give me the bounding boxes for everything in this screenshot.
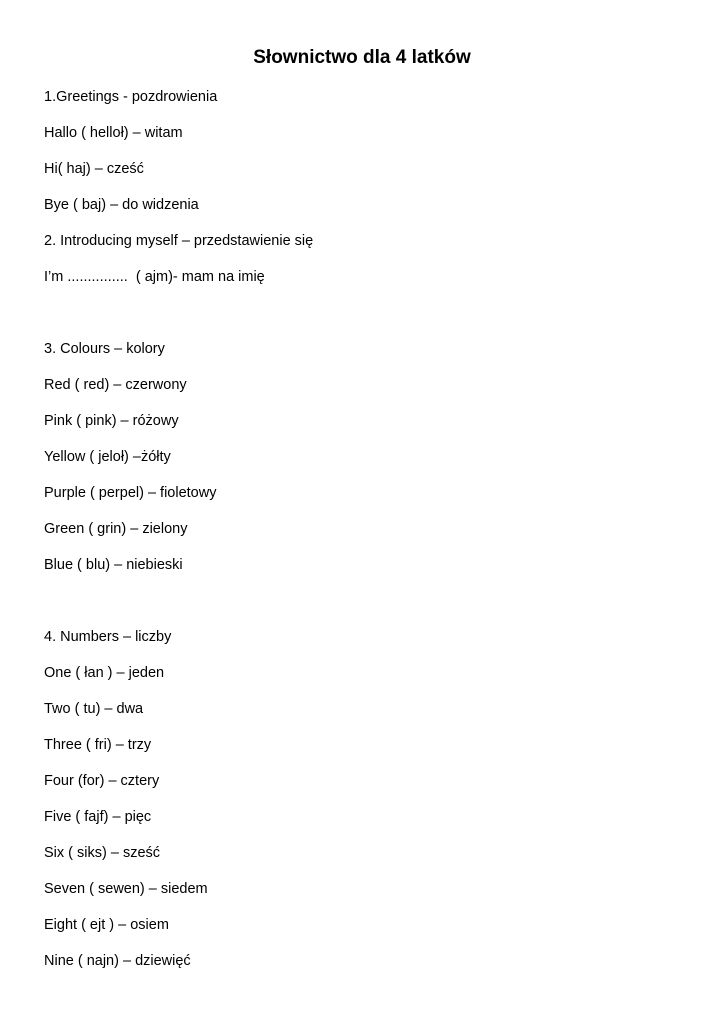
vocab-line: One ( łan ) – jeden <box>44 665 165 681</box>
vocab-line: Bye ( baj) – do widzenia <box>44 197 199 213</box>
vocab-line: Pink ( pink) – różowy <box>44 413 179 429</box>
vocab-line: Nine ( najn) – dziewięć <box>44 953 191 969</box>
section-heading-numbers: 4. Numbers – liczby <box>44 629 172 645</box>
section-heading-greetings: 1.Greetings - pozdrowienia <box>44 89 218 105</box>
vocab-line: Seven ( sewen) – siedem <box>44 881 208 897</box>
section-heading-introducing: 2. Introducing myself – przedstawienie się <box>44 233 314 249</box>
vocab-line: Red ( red) – czerwony <box>44 377 187 393</box>
vocab-line: Blue ( blu) – niebieski <box>44 557 183 573</box>
vocab-line: Eight ( ejt ) – osiem <box>44 917 169 933</box>
document-title: Słownictwo dla 4 latków <box>253 47 471 68</box>
vocab-line: Purple ( perpel) – fioletowy <box>44 485 217 501</box>
vocab-line: Three ( fri) – trzy <box>44 737 152 753</box>
vocab-line: Six ( siks) – sześć <box>44 845 161 861</box>
vocab-line: Yellow ( jeloł) –żółty <box>44 449 171 465</box>
section-heading-colours: 3. Colours – kolory <box>44 341 165 357</box>
vocab-line: Four (for) – cztery <box>44 773 160 789</box>
vocab-line: Green ( grin) – zielony <box>44 521 188 537</box>
vocab-line: Five ( fajf) – pięc <box>44 809 152 825</box>
vocab-line: Hi( haj) – cześć <box>44 161 144 177</box>
vocab-line: Two ( tu) – dwa <box>44 701 144 717</box>
vocab-line: I’m ............... ( ajm)- mam na imię <box>44 269 265 285</box>
vocab-line: Hallo ( helloł) – witam <box>44 125 183 141</box>
